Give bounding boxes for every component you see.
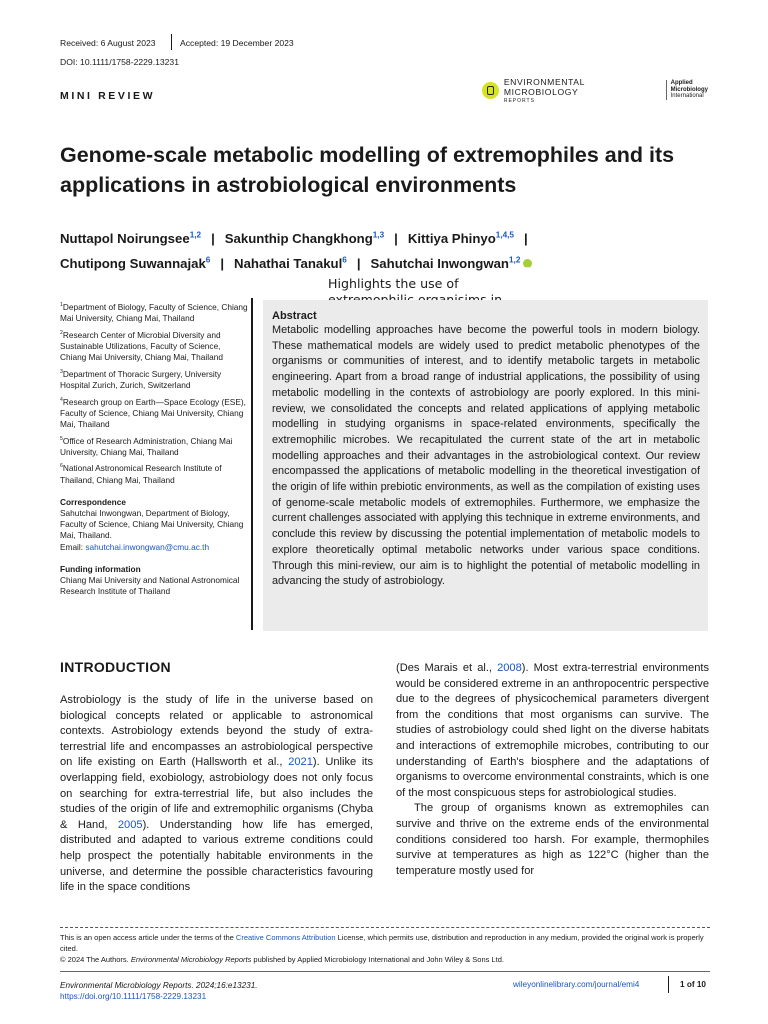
- received-date: Received: 6 August 2023: [60, 38, 156, 48]
- journal-url-link[interactable]: wileyonlinelibrary.com/journal/emi4: [513, 980, 640, 989]
- author-affiliation-ref: 6: [342, 255, 347, 265]
- article-title: Genome-scale metabolic modelling of extremophiles and its applications in astrobiological environments: [60, 143, 675, 197]
- body-paragraph: (Des Marais et al., 2008). Most extra-terrestrial environments would be considered extreme in an anthropocentric perspective due to the degrees of physicochemical parameters divergent from the conditions that most organisms can survive. The studies of astrobiology could shed light on the diverse habitats and interactions of extremophile microbes, contributing to our understanding of Earth's biosphere and the adaptations of organisms to overcome environmental constraints, which is one of the most conspicuous steps for astrobiological studies.: [396, 662, 710, 799]
- author-name[interactable]: Sakunthip Changkhong$^{1,3}$: [224, 230, 385, 246]
- affiliation: $^3$Department of Thoracic Surgery, University Hospital Zurich, Zurich, Switzerland: [60, 368, 222, 390]
- correspondence-text: Sahutchai Inwongwan, Department of Biology, Faculty of Science, Chiang Mai University, Chiang Mai, Thailand. Email: sahutchai.inwongwan@cmu.ac.th: [60, 508, 244, 552]
- author-name[interactable]: Chutipong Suwannajak$^6$: [60, 255, 211, 271]
- correspondence-email-link[interactable]: sahutchai.inwongwan@cmu.ac.th: [85, 541, 210, 552]
- footer-rule: [60, 971, 710, 972]
- correspondence-heading: Correspondence: [60, 496, 126, 507]
- doi: DOI: 10.1111/1758-2229.13231: [60, 57, 179, 67]
- publisher-line: Applied: [670, 80, 693, 87]
- author-name[interactable]: Kittiya Phinyo$^{1,4,5}$: [407, 230, 514, 246]
- journal-badge-icon: [482, 82, 499, 99]
- author-affiliation-ref: 1,2: [189, 230, 202, 240]
- accepted-date: Accepted: 19 December 2023: [180, 38, 294, 48]
- funding-heading: Funding information: [60, 563, 141, 574]
- author-affiliation-ref: 6: [205, 255, 211, 265]
- author-name[interactable]: Nuttapol Noirungsee$^{1,2}$: [60, 230, 202, 246]
- publisher-line: Microbiology: [670, 86, 708, 93]
- affiliation: $^6$National Astronomical Research Institute of Thailand, Chiang Mai, Thailand: [60, 463, 222, 485]
- author-affiliation-ref: 1,3: [372, 230, 385, 240]
- affiliation: $^5$Office of Research Administration, Chiang Mai University, Chiang Mai, Thailand: [60, 435, 233, 457]
- body-column-left: [60, 693, 373, 896]
- author-separator: |: [394, 231, 398, 246]
- citation-link[interactable]: 2005: [117, 818, 143, 831]
- body-paragraph: Astrobiology is the study of life in the universe based on biological concepts related or applicable to astronomical contexts. Astrobiology extends beyond the study of extra-terrestrial life and encompasses an astrobiological perspective on life existing on Earth (Hallsworth et al., 2021). Unlike its overlapping field, exobiology, astrobiology does not only focus on searching for extra-terrestrial life, but also includes the studies of the origin of life and extremophilic organisms (Chyba & Hand, 2005). Understanding how life has emerged, distributed and adapted to various extreme conditions could help prospect the potentially habitable environments in the universe, and determine the possible characteristics favouring life in the space conditions: [60, 694, 373, 894]
- author-name[interactable]: Nahathai Tanakul$^6$: [234, 255, 347, 271]
- affiliations-column: [60, 302, 248, 597]
- affiliation: $^1$Department of Biology, Faculty of Science, Chiang Mai University, Chiang Mai, Thailand: [60, 302, 248, 324]
- author-affiliation-ref: 1,2: [509, 255, 521, 265]
- abstract-heading: Abstract: [272, 310, 317, 322]
- citation-link[interactable]: 2021: [288, 756, 313, 769]
- journal-name: [504, 77, 661, 104]
- footer-dashed-rule: [60, 927, 710, 928]
- author-separator: |: [220, 256, 225, 271]
- author-separator: |: [523, 231, 528, 246]
- journal-logo: [482, 77, 708, 103]
- logo-divider: [666, 80, 667, 100]
- page-number: 1 of 10: [680, 980, 706, 989]
- citation-doi-link[interactable]: https://doi.org/10.1111/1758-2229.13231: [60, 992, 207, 1001]
- article-type: MINI REVIEW: [60, 90, 156, 102]
- highlight-annotation: Highlights the use of: [328, 276, 459, 291]
- license-link[interactable]: Creative Commons Attribution: [235, 933, 336, 942]
- author-affiliation-ref: 1,4,5: [495, 230, 514, 240]
- affiliation: $^4$Research group on Earth—Space Ecology (ESE), Faculty of Science, Chiang Mai University, Chiang Mai, Thailand: [60, 396, 246, 429]
- article-citation: Environmental Microbiology Reports. 2024;16:e13231. https://doi.org/10.1111/1758-2229.13231: [60, 981, 258, 1001]
- journal-name-sub: REPORTS: [503, 97, 535, 104]
- column-rule: [251, 298, 253, 630]
- citation-link[interactable]: 2008: [497, 662, 522, 674]
- journal-name-main: ENVIRONMENTAL MICROBIOLOGY: [503, 76, 585, 97]
- section-heading-introduction: INTRODUCTION: [60, 659, 171, 675]
- publisher-line: International: [670, 93, 704, 100]
- author-separator: |: [211, 231, 215, 246]
- page-divider: [668, 976, 669, 993]
- orcid-icon[interactable]: [523, 259, 532, 268]
- copyright-notice: © 2024 The Authors. Environmental Microbiology Reports published by Applied Microbiology International and John Wiley & Sons Ltd.: [60, 955, 504, 964]
- body-column-right: [396, 661, 709, 879]
- affiliation: $^2$Research Center of Microbial Diversity and Sustainable Utilizations, Faculty of Science, Chiang Mai University, Chiang Mai, Thailand: [60, 329, 223, 363]
- author-separator: |: [356, 256, 361, 271]
- publisher-logo: [671, 80, 708, 100]
- funding-text: Chiang Mai University and National Astronomical Research Institute of Thailand: [60, 575, 240, 597]
- body-paragraph: The group of organisms known as extremophiles can survive and thrive on the extreme ends of the environmental conditions considered too harsh. For example, thermophiles survive at temperatures as high as 122°C (higher than the temperature mostly used for: [396, 802, 709, 877]
- author-list: [60, 226, 720, 276]
- abstract-text: Metabolic modelling approaches have become the powerful tools in modern biology. These mathematical models are widely used to predict metabolic phenotypes of the organisms or communities of interest, and to identify metabolic targets in metabolic engineering. Apart from a broad range of industrial applications, the possibility of using metabolic modelling in the contexts of astrobiology are poorly explored. In this mini-review, we consolidated the concepts and related applications of applying metabolic modelling in studying organisms in space-related environments, specifically the extremophilic microbes. We recapitulated the current state of the art in metabolic modelling approaches and their advantages in the astrobiological context. Our review encompassed the applications of metabolic modelling in the theoretical investigation of the origin of life within prebiotic environments, as well as the compilation of existing uses of genome-scale metabolic models of extremophiles. Furthermore, we emphasize the current challenges associated with applying this technique in extreme environments, and conclude this review by discussing the potential implementation of metabolic models to explore theoretically optimal metabolic networks under various space conditions. Through this mini-review, our aim is to highlight the potential of metabolic modelling in advancing the study of astrobiology.: [272, 324, 700, 588]
- header-divider: [171, 34, 172, 50]
- author-name[interactable]: Sahutchai Inwongwan$^{1,2}$iD: [371, 256, 533, 271]
- license-notice: This is an open access article under the terms of the Creative Commons Attribution License, which permits use, distribution and reproduction in any medium, provided the original work is properly cited. © 2024 The Authors. Environmental Microbiology Reports published by Applied Microbiology International and John Wiley & Sons Ltd.: [60, 932, 710, 965]
